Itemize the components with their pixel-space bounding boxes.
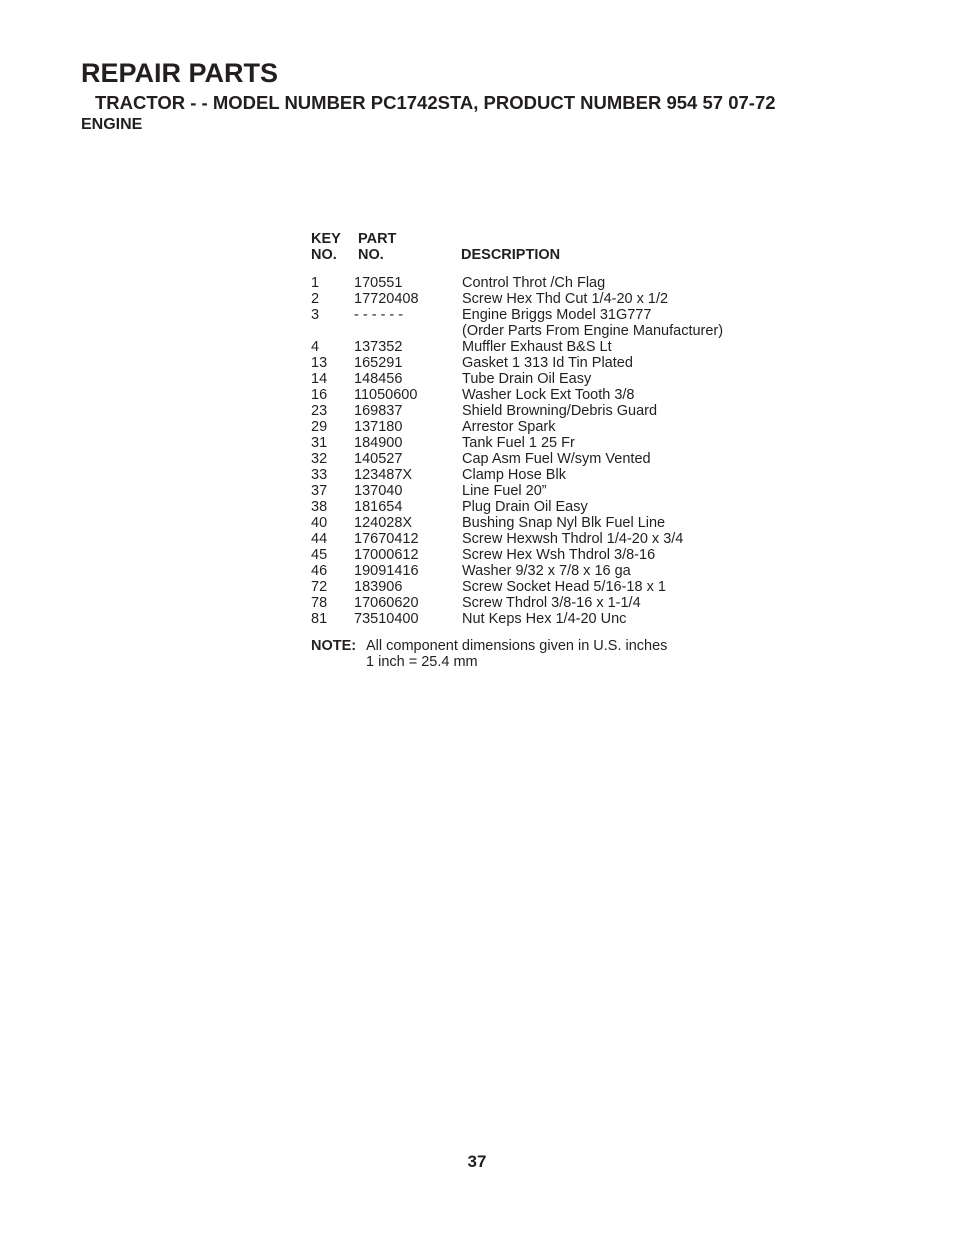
key-no-cell: 2 (311, 291, 320, 307)
part-no-cell: 17000612 (354, 547, 419, 563)
key-no-cell: 81 (311, 611, 328, 627)
part-no-cell: 137040 (354, 483, 403, 499)
header-description: DESCRIPTION (461, 247, 561, 263)
page-title: REPAIR PARTS (81, 58, 279, 88)
key-no-cell: 33 (311, 467, 328, 483)
part-no-cell: 137352 (354, 339, 403, 355)
description-cell: Nut Keps Hex 1/4-20 Unc (462, 611, 627, 627)
description-cell: Engine Briggs Model 31G777 (462, 307, 652, 323)
part-no-cell: 170551 (354, 275, 403, 291)
header-part-line2: NO. (358, 247, 384, 263)
note-line-1: All component dimensions given in U.S. inches (366, 638, 668, 654)
description-cell: Washer 9/32 x 7/8 x 16 ga (462, 563, 631, 579)
section-heading: ENGINE (81, 116, 143, 133)
part-no-cell: 123487X (354, 467, 413, 483)
description-cell: Plug Drain Oil Easy (462, 499, 588, 515)
part-no-cell: 73510400 (354, 611, 419, 627)
key-no-cell: 4 (311, 339, 320, 355)
key-no-cell: 37 (311, 483, 328, 499)
description-cell: Control Throt /Ch Flag (462, 275, 606, 291)
description-cell: Muffler Exhaust B&S Lt (462, 339, 612, 355)
part-no-cell: 183906 (354, 579, 403, 595)
description-cell: Bushing Snap Nyl Blk Fuel Line (462, 515, 666, 531)
part-no-cell: 11050600 (354, 387, 418, 403)
note-label: NOTE: (311, 638, 357, 654)
part-no-cell: 169837 (354, 403, 403, 419)
key-no-cell: 45 (311, 547, 328, 563)
model-subtitle: TRACTOR - - MODEL NUMBER PC1742STA, PRODUCT NUMBER 954 57 07-72 (95, 92, 776, 113)
key-no-cell: 78 (311, 595, 328, 611)
description-cell: Screw Hex Wsh Thdrol 3/8-16 (462, 547, 656, 563)
key-no-cell: 16 (311, 387, 328, 403)
part-no-cell: 165291 (354, 355, 403, 371)
description-cell: Clamp Hose Blk (462, 467, 566, 483)
part-no-cell: 19091416 (354, 563, 419, 579)
description-cell: Screw Socket Head 5/16-18 x 1 (462, 579, 666, 595)
part-no-cell: 17670412 (354, 531, 419, 547)
key-no-cell: 72 (311, 579, 328, 595)
part-no-cell: - - - - - - (354, 307, 404, 323)
description-cell: Screw Thdrol 3/8-16 x 1-1/4 (462, 595, 641, 611)
key-no-cell: 32 (311, 451, 328, 467)
part-no-cell: 140527 (354, 451, 403, 467)
header-key-line2: NO. (311, 247, 337, 263)
description-cell: Screw Hex Thd Cut 1/4-20 x 1/2 (462, 291, 669, 307)
key-no-cell: 31 (311, 435, 328, 451)
key-no-cell: 29 (311, 419, 328, 435)
part-no-cell: 17720408 (354, 291, 419, 307)
header-key-line1: KEY (311, 231, 341, 247)
key-no-cell: 46 (311, 563, 328, 579)
description-cell: Washer Lock Ext Tooth 3/8 (462, 387, 635, 403)
part-no-cell: 124028X (354, 515, 413, 531)
description-cell: Screw Hexwsh Thdrol 1/4-20 x 3/4 (462, 531, 684, 547)
part-no-cell: 137180 (354, 419, 403, 435)
description-cell: Arrestor Spark (462, 419, 556, 435)
part-no-cell: 181654 (354, 499, 403, 515)
key-no-cell: 14 (311, 371, 328, 387)
part-no-cell: 184900 (354, 435, 403, 451)
description-cell: Gasket 1 313 Id Tin Plated (462, 355, 633, 371)
key-no-cell: 40 (311, 515, 328, 531)
key-no-cell: 23 (311, 403, 328, 419)
description-cell: Cap Asm Fuel W/sym Vented (462, 451, 651, 467)
description-cell: Shield Browning/Debris Guard (462, 403, 658, 419)
description-cell: Line Fuel 20” (462, 483, 547, 499)
key-no-cell: 1 (311, 275, 320, 291)
key-no-cell: 3 (311, 307, 320, 323)
part-no-cell: 148456 (354, 371, 403, 387)
key-no-cell: 44 (311, 531, 328, 547)
key-no-cell: 38 (311, 499, 328, 515)
description-cell: Tube Drain Oil Easy (462, 371, 592, 387)
note-line-2: 1 inch = 25.4 mm (366, 654, 478, 670)
description-cell: (Order Parts From Engine Manufacturer) (462, 323, 724, 339)
description-cell: Tank Fuel 1 25 Fr (462, 435, 575, 451)
key-no-cell: 13 (311, 355, 328, 371)
part-no-cell: 17060620 (354, 595, 419, 611)
header-part-line1: PART (358, 231, 397, 247)
page-number: 37 (467, 1152, 487, 1171)
